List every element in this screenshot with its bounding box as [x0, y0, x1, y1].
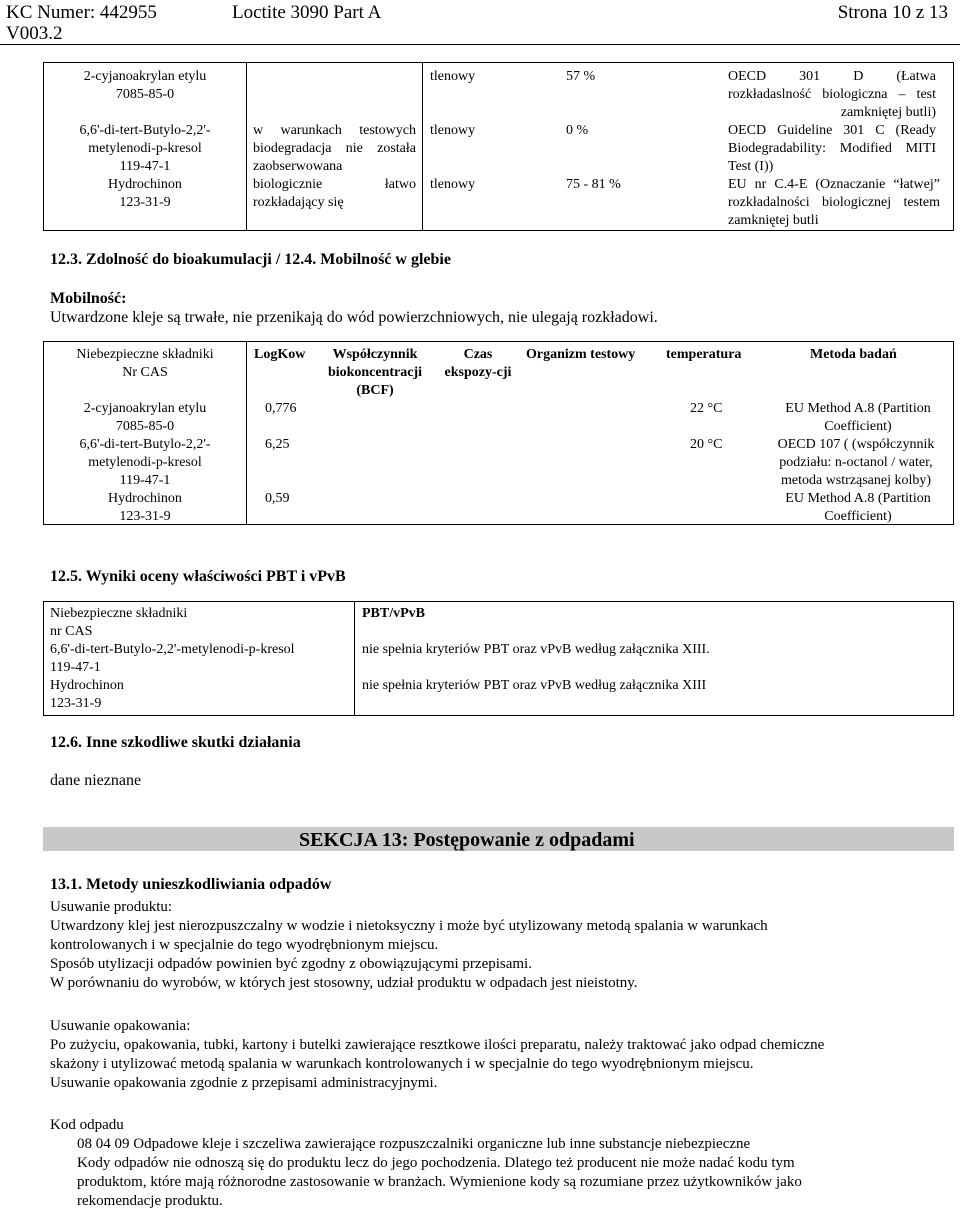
degradation-value: 57 % — [566, 69, 596, 84]
section-13-title: SEKCJA 13: Postępowanie z odpadami — [299, 829, 635, 851]
version: V003.2 — [6, 23, 63, 44]
waste-code — [50, 1116, 950, 1211]
product-disposal: Usuwanie produktu: Utwardzony klej jest nierozpuszczalny w wodzie i nietoksyczny i może być utylizowany metodą spalania w warunkach kontrolowanych i w specjalnie do tego wyodrębnionym miejscu. Sposób utylizacji odpadów powinien być zgodny z obowiązującymi przepisami. W porównaniu do wyrobów, w których jest stosowny, udział produktu w odpadach jest nieistotny. — [50, 898, 950, 993]
header-divider — [0, 44, 960, 45]
waste-code-label: Kod odpadu — [50, 1117, 124, 1133]
degradation-value: 75 - 81 % — [566, 177, 621, 192]
header-exposure-time: Czas ekspozy-cji — [444, 347, 512, 380]
product-disposal-label: Usuwanie produktu: — [50, 899, 173, 915]
mobility-text: Utwardzone kleje są trwałe, nie przenikają do wód powierzchniowych, nie ulegają rozkładowi. — [50, 309, 658, 326]
pbt-row-result: nie spełnia kryteriów PBT oraz vPvB według załącznika XIII — [362, 678, 707, 693]
product-name: Loctite 3090 Part A — [232, 2, 382, 23]
method-value: EU Method A.8 (Partition Coefficient) — [785, 491, 931, 524]
degradation-type: tlenowy — [430, 69, 476, 84]
packaging-disposal: Usuwanie opakowania: Po zużyciu, opakowania, tubki, kartony i butelki zawierające resztkowe ilości preparatu, należy traktować jako odpad chemiczne skażony i utylizować metodą spalania w warunkach kontrolowanych i w specjalnie do tego wyodrębnionym miejscu. Usuwanie opakowania zgodnie z przepisami administracyjnymi. — [50, 1017, 950, 1093]
method-value: EU Method A.8 (Partition Coefficient) — [785, 401, 931, 434]
kc-number: KC Numer: 442955 — [6, 2, 157, 23]
mobility-label: Mobilność: — [50, 290, 127, 307]
pbt-row-result: nie spełnia kryteriów PBT oraz vPvB według załącznika XIII. — [362, 642, 710, 657]
substance-cell: 2-cyjanoakrylan etylu 7085-85-0 — [83, 69, 207, 102]
section-13-banner — [43, 827, 954, 851]
section-13-1-heading: 13.1. Metody unieszkodliwiania odpadów — [50, 876, 332, 893]
degradation-type: tlenowy — [430, 177, 476, 192]
header-bcf: Współczynnik biokoncentracji (BCF) — [327, 347, 423, 398]
degradation-method: OECD Guideline 301 C (Ready Biodegradability: Modified MITI Test (I)) — [728, 123, 936, 174]
substance-cell: Hydrochinon 123-31-9 — [108, 177, 182, 210]
degradation-method: EU nr C.4-E (Oznaczanie “łatwej” rozkładalności biologicznej testem zamkniętej butli — [728, 177, 940, 228]
result-cell: biologicznie łatwo rozkładający się — [253, 177, 416, 210]
section-12-6-text: dane nieznane — [50, 772, 142, 789]
header-method: Metoda badań — [810, 347, 897, 362]
logkow-value: 6,25 — [265, 437, 290, 452]
pbt-row-substance: Hydrochinon 123-31-9 — [50, 678, 124, 711]
section-12-6-heading: 12.6. Inne szkodliwe skutki działania — [50, 734, 301, 751]
waste-code-body: 08 04 09 Odpadowe kleje i szczeliwa zawierające rozpuszczalniki organiczne lub inne substancje niebezpieczne Kody odpadów nie odnoszą się do produktu lecz do jego pochodzenia. Dlatego też producent nie może nadać kodu tym produktom, które mają różnorodne zastosowanie w branżach. Wymienione kody są rozumiane przez użytkowników jako rekomendacje produktu. — [77, 1136, 802, 1209]
section-12-5-heading: 12.5. Wyniki oceny właściwości PBT i vPvB — [50, 568, 346, 585]
temperature-value: 22 °C — [690, 401, 723, 416]
header-substances: Niebezpieczne składniki Nr CAS — [76, 347, 214, 380]
method-value: OECD 107 ( (współczynnik podziału: n-octanol / water, metoda wstrząsanej kolby) — [777, 437, 935, 488]
header-logkow: LogKow — [254, 347, 306, 362]
header-organism: Organizm testowy — [526, 347, 636, 362]
packaging-disposal-label: Usuwanie opakowania: — [50, 1018, 191, 1034]
logkow-value: 0,59 — [265, 491, 290, 506]
temperature-value: 20 °C — [690, 437, 723, 452]
degradation-method: OECD 301 D (Łatwa rozkładaslność biologiczna – test zamkniętej butli) — [728, 69, 936, 120]
substance-cell: 6,6'-di-tert-Butylo-2,2'- metylenodi-p-kresol 119-47-1 — [79, 123, 211, 174]
degradation-type: tlenowy — [430, 123, 476, 138]
table-row-substance: Hydrochinon 123-31-9 — [108, 491, 182, 524]
table-row-substance: 6,6'-di-tert-Butylo-2,2'- metylenodi-p-kresol 119-47-1 — [79, 437, 211, 488]
section-12-3-heading: 12.3. Zdolność do bioakumulacji / 12.4. Mobilność w glebie — [50, 251, 451, 268]
table-row-substance: 2-cyjanoakrylan etylu 7085-85-0 — [83, 401, 207, 434]
pbt-row-substance: 6,6'-di-tert-Butylo-2,2'-metylenodi-p-kresol 119-47-1 — [50, 642, 295, 675]
pbt-header-left: Niebezpieczne składniki nr CAS — [50, 606, 188, 639]
page-number: Strona 10 z 13 — [837, 2, 948, 23]
header-temperature: temperatura — [666, 347, 742, 362]
logkow-value: 0,776 — [265, 401, 297, 416]
result-cell: w warunkach testowych biodegradacja nie została zaobserwowana — [253, 123, 416, 174]
pbt-header-right: PBT/vPvB — [362, 606, 426, 621]
degradation-value: 0 % — [566, 123, 589, 138]
